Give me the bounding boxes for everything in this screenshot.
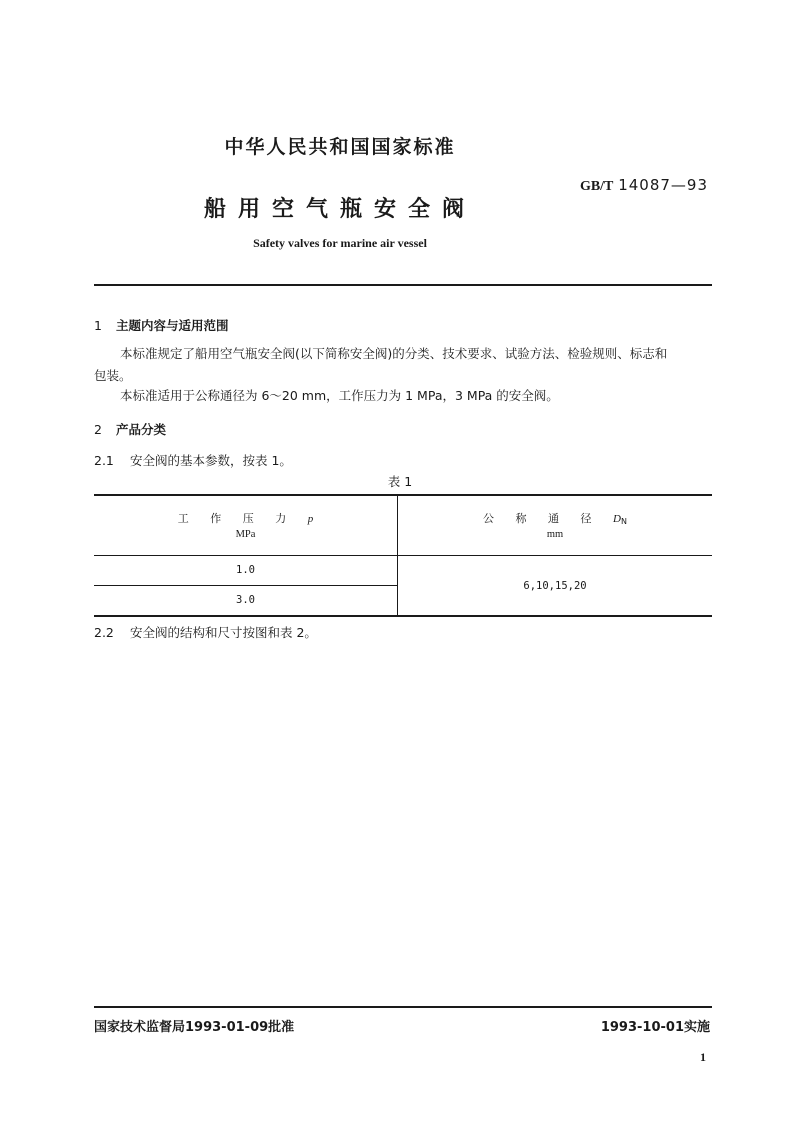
section-2-number: 2: [94, 422, 102, 437]
table-header-pressure: [94, 510, 397, 526]
table-top-rule: [94, 494, 712, 496]
table-bottom-rule: [94, 615, 712, 617]
table-cell-pressure-1: 1.0: [236, 564, 255, 576]
table-header-diameter-subscript: N: [620, 517, 627, 526]
section-1-para-1-line-1: 本标准规定了船用空气瓶安全阀(以下简称安全阀)的分类、技术要求、试验方法、检验规则、标志和: [120, 346, 668, 361]
footer-divider: [94, 1006, 712, 1008]
table-cell-diameters: 6,10,15,20: [523, 580, 587, 592]
table-header-pressure-symbol: p: [307, 513, 314, 525]
table-1-caption: 表 1: [387, 474, 413, 489]
section-2-1-text: 安全阀的基本参数，按表 1。: [130, 453, 292, 468]
effective-date: 1993-10-01实施: [600, 1020, 710, 1035]
table-header-diameter-unit: mm: [546, 529, 564, 540]
section-2-1: [94, 450, 292, 472]
table-header-pressure-label: 工 作 压 力: [177, 512, 296, 525]
document-title-en: Safety valves for marine air vessel: [253, 236, 427, 250]
table-header-diameter: [398, 510, 712, 526]
table-header-diameter-symbol: D: [613, 513, 621, 525]
header-divider: [94, 284, 712, 286]
table-header-pressure-unit: MPa: [235, 529, 256, 540]
section-1-para-2: 本标准适用于公称通径为 6～20 mm，工作压力为 1 MPa，3 MPa 的安全阀。: [120, 388, 559, 403]
section-2-2-number: 2.2: [94, 625, 114, 640]
standard-code-number: 14087—93: [618, 176, 708, 194]
page-number: 1: [700, 1050, 706, 1064]
section-1-title: 主题内容与适用范围: [116, 318, 229, 333]
section-2-2-text: 安全阀的结构和尺寸按图和表 2。: [130, 625, 317, 640]
section-2-2: [94, 622, 317, 644]
section-2-heading: [94, 420, 166, 438]
section-2-title: 产品分类: [116, 422, 167, 437]
approval-date: 国家技术监督局1993-01-09批准: [94, 1020, 295, 1035]
national-standard-heading: 中华人民共和国国家标准: [224, 136, 456, 158]
table-row-divider: [94, 585, 398, 586]
table-cell-pressure-2: 3.0: [236, 594, 255, 606]
section-1-heading: [94, 316, 229, 334]
section-2-1-number: 2.1: [94, 453, 114, 468]
section-1-number: 1: [94, 318, 102, 333]
table-header-rule: [94, 555, 712, 556]
document-title-cn: 船用空气瓶安全阀: [203, 197, 476, 222]
standard-code-prefix: GB/T: [579, 179, 614, 194]
section-1-para-1-line-2: 包装。: [94, 368, 132, 383]
table-header-diameter-label: 公 称 通 径: [483, 512, 601, 525]
